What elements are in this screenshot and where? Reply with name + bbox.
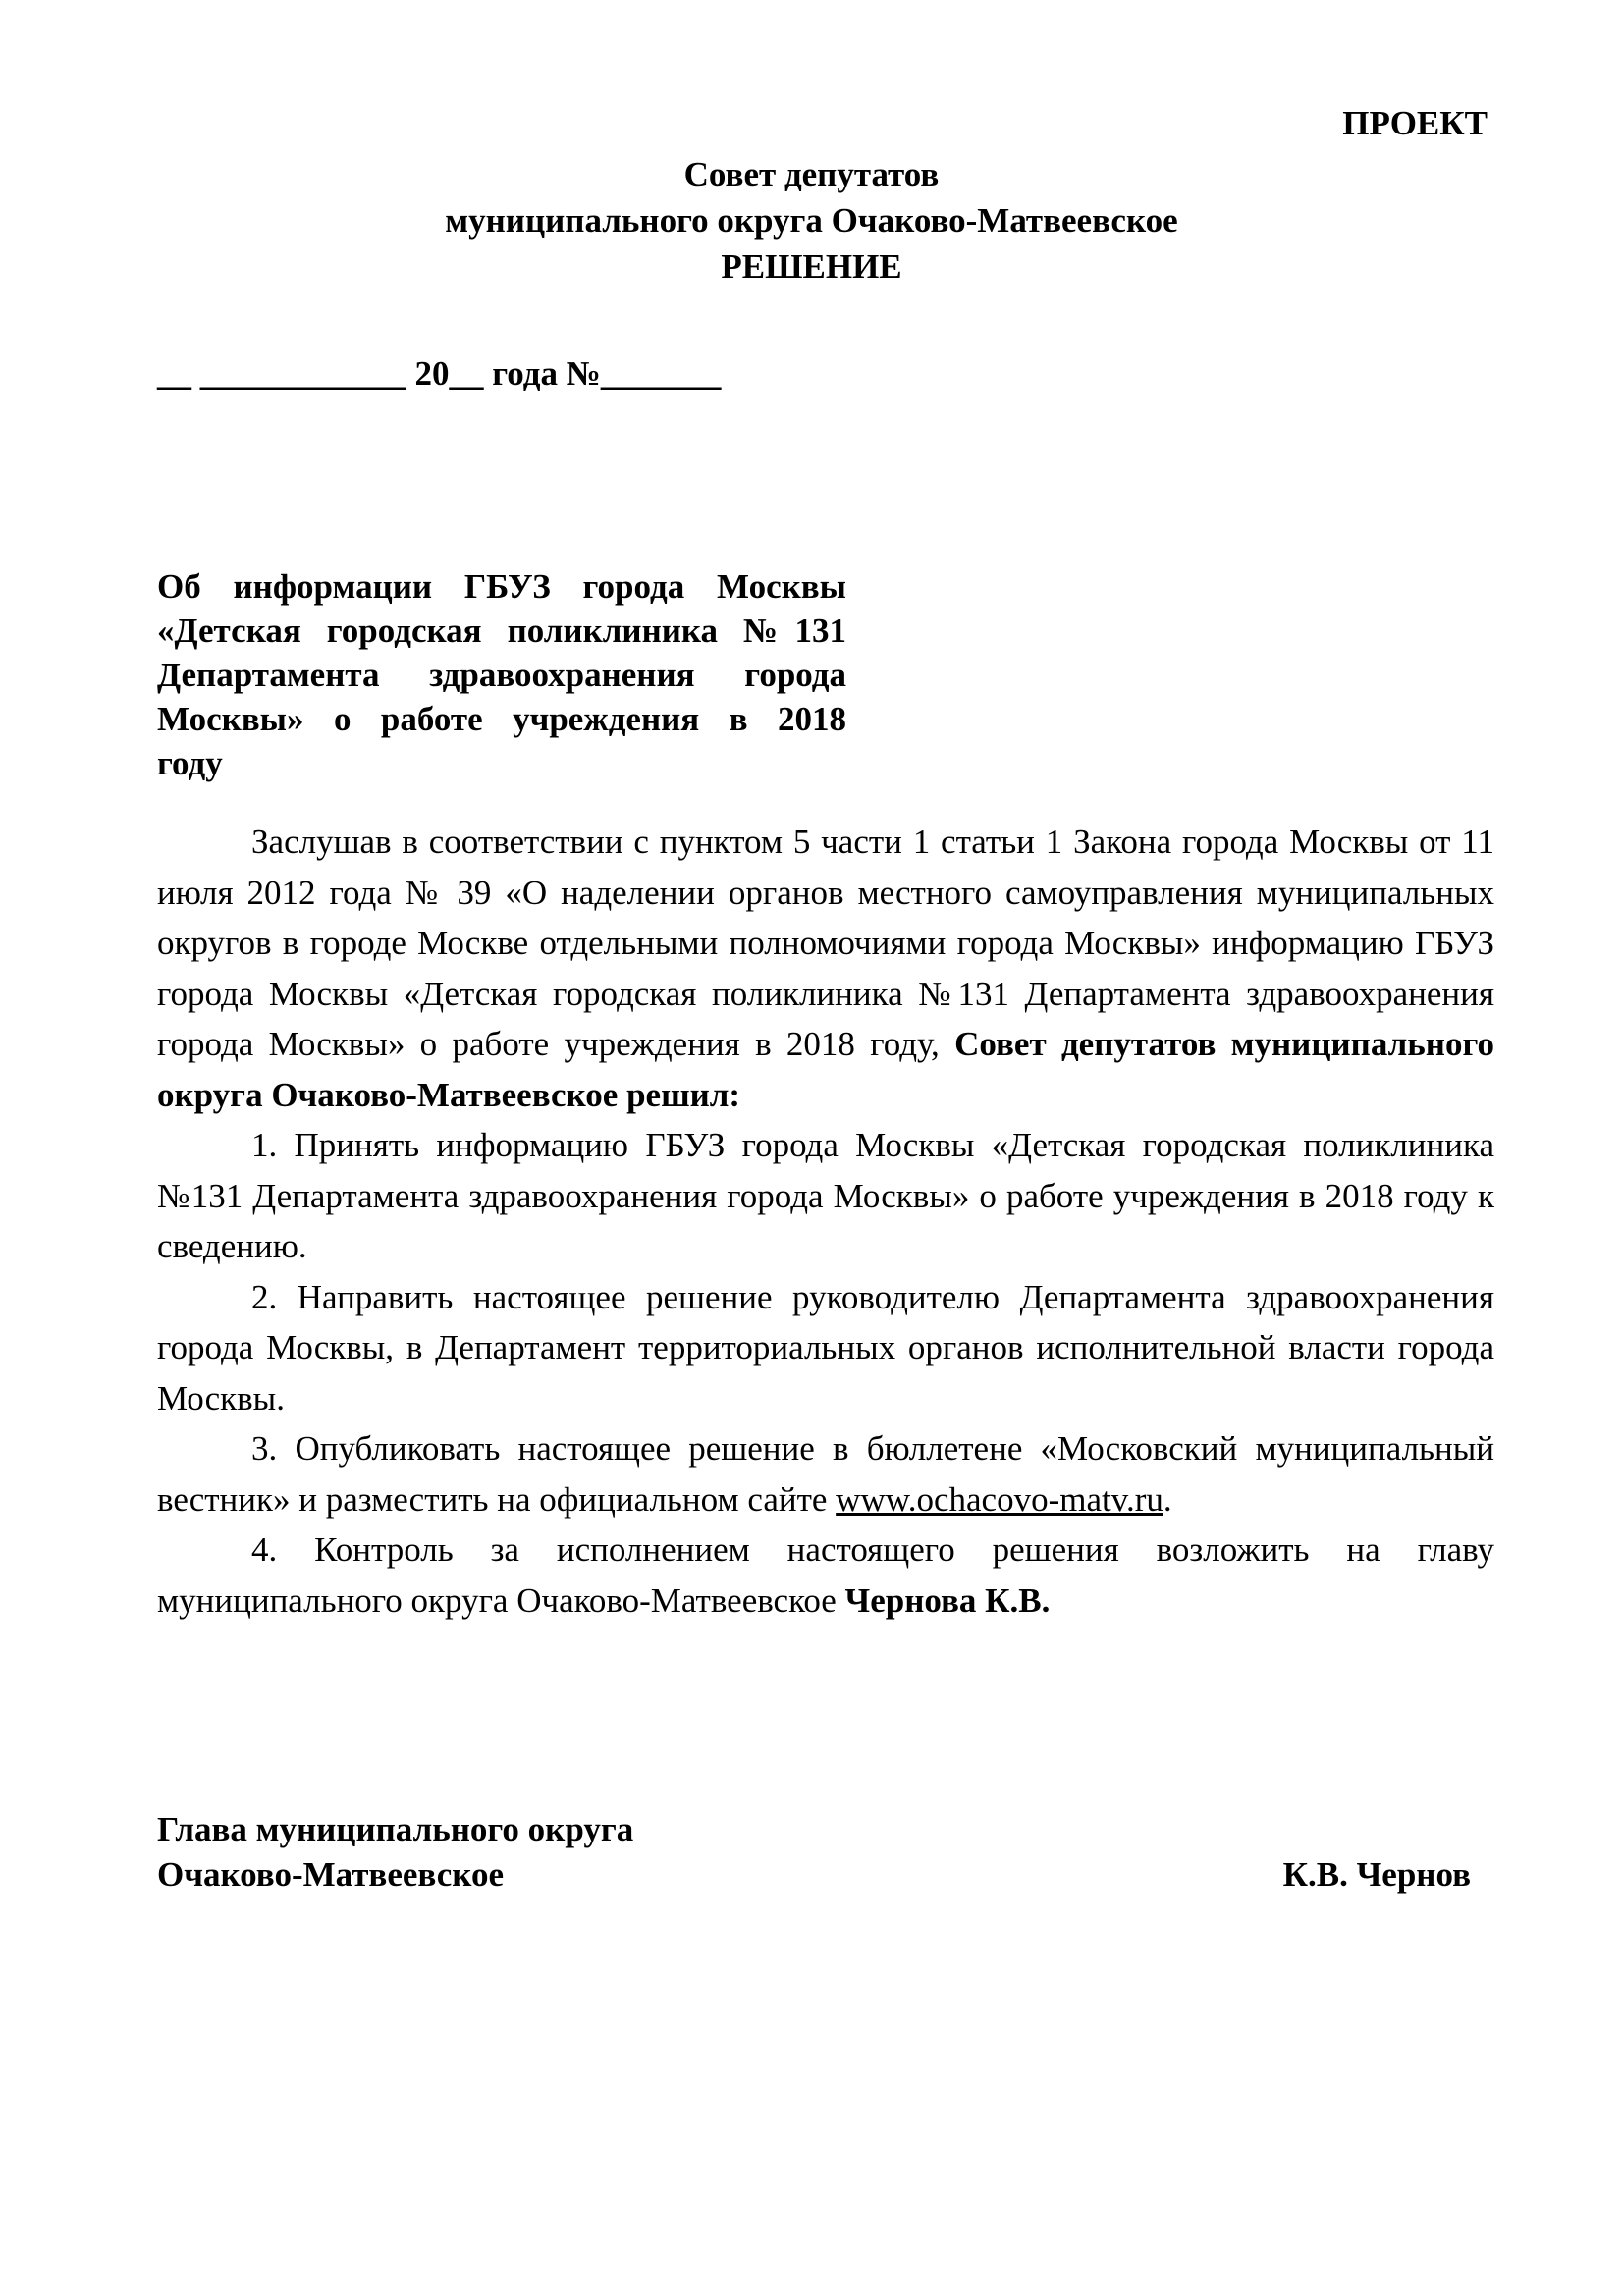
subject-line: «Детская городская поликлиника №131 <box>157 612 846 650</box>
signatory-name: К.В. Чернов <box>1282 1855 1471 1894</box>
resolution-item-1: 1. Принять информацию ГБУЗ города Москвы «Детская городская поликлиника №131 Департамента здравоохранения города Москвы» о работе учреждения в 2018 году к сведению. <box>157 1126 1494 1265</box>
signatory-title-line-1: Глава муниципального округа <box>157 1810 634 1848</box>
document-subject <box>157 564 846 785</box>
signature-block <box>157 1807 1471 1897</box>
subject-line: Департамента здравоохранения города <box>157 656 846 694</box>
preamble-resolution: Совет депутатов муниципального округа Очаково-Матвеевское решил: <box>157 1025 1494 1114</box>
resolution-item-3 <box>157 1423 1494 1524</box>
item-4-responsible: Чернова К.В. <box>844 1580 1051 1620</box>
signature-row <box>157 1852 1471 1897</box>
item-3-text: 3. Опубликовать настоящее решение в бюллетене «Московский муниципальный вестник» и разместить на официальном сайте <box>157 1429 1494 1519</box>
signatory-title-line-2: Очаково-Матвеевское <box>157 1855 505 1894</box>
draft-label: ПРОЕКТ <box>1342 104 1488 142</box>
resolution-item-4 <box>157 1524 1494 1626</box>
document-header <box>0 151 1623 290</box>
preamble-paragraph <box>157 817 1494 1120</box>
subject-line: Москвы» о работе учреждения в 2018 <box>157 700 846 738</box>
item-4-text: 4. Контроль за исполнением настоящего решения возложить на главу муниципального округа Очаково-Матвеевское <box>157 1530 1494 1620</box>
item-3-end: . <box>1163 1479 1172 1519</box>
resolution-item-2: 2. Направить настоящее решение руководителю Департамента здравоохранения города Москвы, в Департамент территориальных органов исполнительной власти города Москвы. <box>157 1277 1494 1417</box>
council-name: Совет депутатов <box>683 155 940 193</box>
date-number-line: __ ____________ 20__ года №_______ <box>157 354 722 393</box>
preamble-text: Заслушав в соответствии с пунктом 5 части 1 статьи 1 Закона города Москвы от 11 июля 2012 года № 39 «О наделении органов местного самоуправления муниципальных округов в городе Москве отдельными полномочиями города Москвы» информацию ГБУЗ города Москвы «Детская городская поликлиника №131 Департамента здравоохранения города Москвы» о работе учреждения в 2018 году, <box>157 823 1494 1063</box>
document-body <box>157 817 1494 1626</box>
website-link[interactable]: www.ochacovo-matv.ru <box>836 1479 1163 1519</box>
district-name: муниципального округа Очаково-Матвеевское <box>445 201 1178 240</box>
subject-line: году <box>157 744 223 782</box>
subject-line: Об информации ГБУЗ города Москвы <box>157 567 846 606</box>
document-type: РЕШЕНИЕ <box>721 247 902 286</box>
